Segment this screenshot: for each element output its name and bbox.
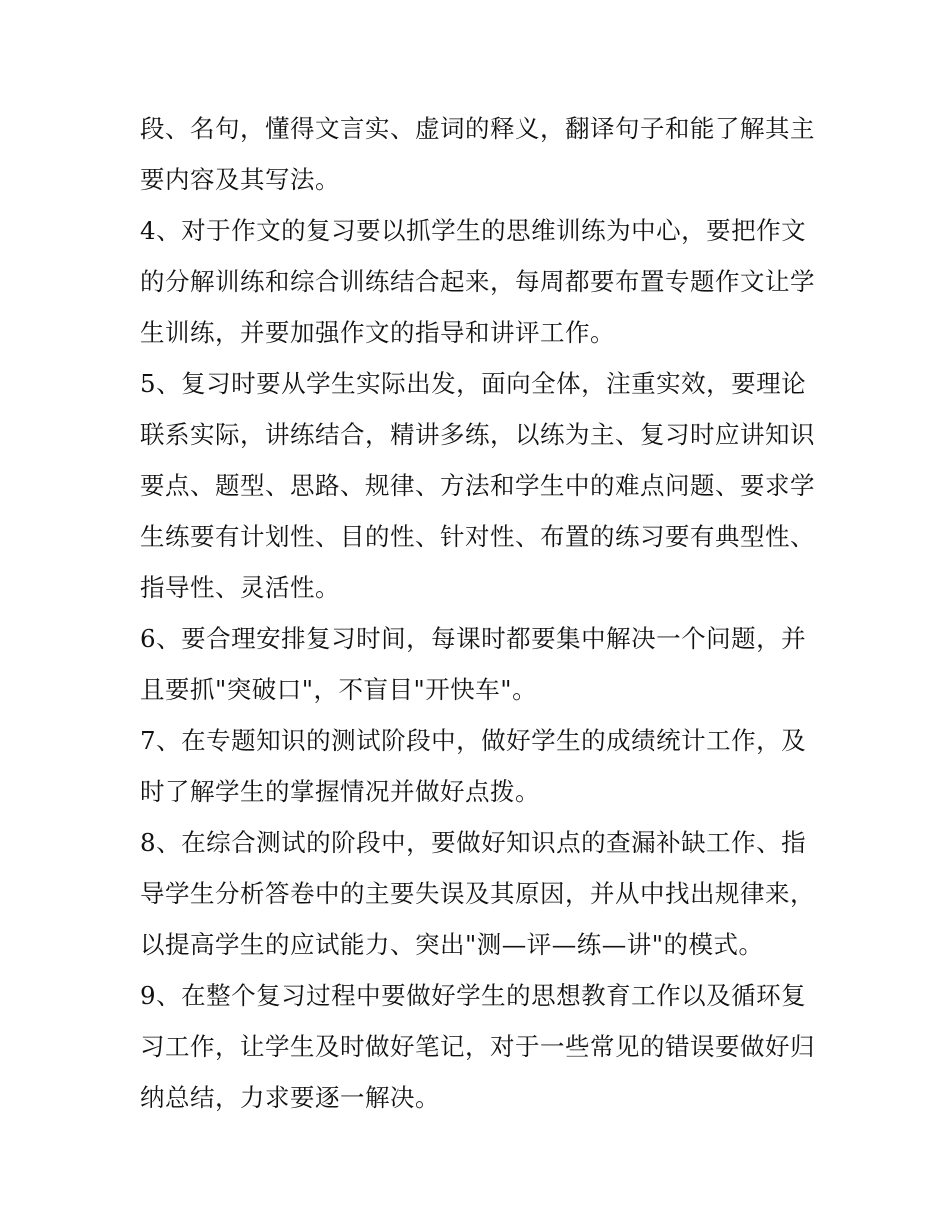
text-line: 9、在整个复习过程中要做好学生的思想教育工作以及循环复: [140, 981, 807, 1010]
text-line: 段、名句，懂得文言实、虚词的释义，翻译句子和能了解其主: [140, 114, 815, 143]
text-line: 生练要有计划性、目的性、针对性、布置的练习要有典型性、: [140, 522, 815, 551]
document-body: [140, 103, 820, 1123]
text-line: 时了解学生的掌握情况并做好点拨。: [140, 777, 540, 806]
text-line: 指导性、灵活性。: [140, 573, 340, 602]
text-line: 且要抓"突破口"，不盲目"开快车"。: [140, 675, 538, 704]
text-line: 6、要合理安排复习时间，每课时都要集中解决一个问题，并: [140, 624, 807, 653]
text-line: 联系实际，讲练结合，精讲多练，以练为主、复习时应讲知识: [140, 420, 815, 449]
text-line: 7、在专题知识的测试阶段中，做好学生的成绩统计工作，及: [140, 726, 807, 755]
text-line: 生训练，并要加强作文的指导和讲评工作。: [140, 318, 615, 347]
text-line: 5、复习时要从学生实际出发，面向全体，注重实效，要理论: [140, 369, 807, 398]
text-line: 要点、题型、思路、规律、方法和学生中的难点问题、要求学: [140, 471, 815, 500]
text-line: 4、对于作文的复习要以抓学生的思维训练为中心，要把作文: [140, 216, 807, 245]
text-line: 纳总结，力求要逐一解决。: [140, 1083, 440, 1112]
text-line: 8、在综合测试的阶段中，要做好知识点的查漏补缺工作、指: [140, 828, 807, 857]
text-line: 要内容及其写法。: [140, 165, 340, 194]
text-line: 习工作，让学生及时做好笔记，对于一些常见的错误要做好归: [140, 1032, 815, 1061]
text-line: 导学生分析答卷中的主要失误及其原因，并从中找出规律来，: [140, 879, 815, 908]
text-line: 的分解训练和综合训练结合起来，每周都要布置专题作文让学: [140, 267, 815, 296]
text-line: 以提高学生的应试能力、突出"测—评—练—讲"的模式。: [140, 930, 764, 959]
